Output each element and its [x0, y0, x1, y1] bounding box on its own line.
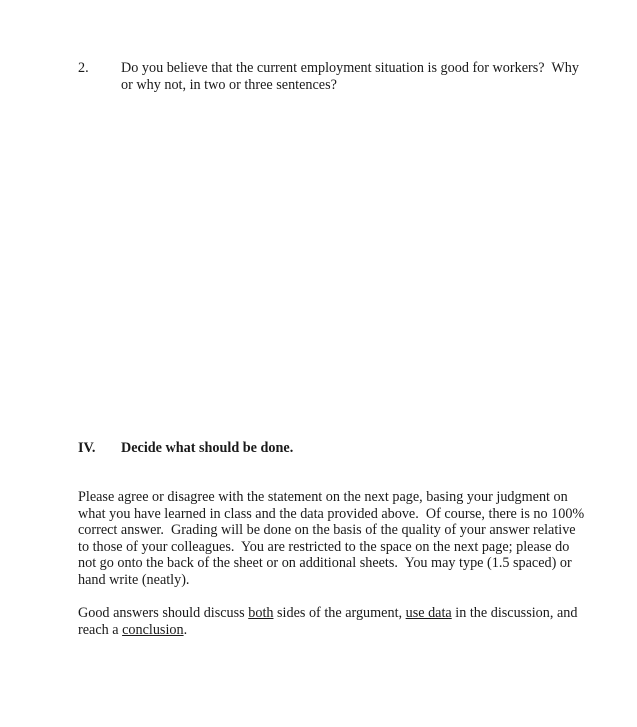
instructions-paragraph	[78, 489, 598, 589]
section-title: Decide what should be done.	[121, 440, 294, 456]
emphasis-use-data: use data	[405, 605, 452, 621]
guidance-text-b: sides of the argument,	[273, 605, 406, 621]
question-text-line-1: Do you believe that the current employment situation is good for workers? Why	[121, 60, 579, 76]
instructions-line-6: hand write (neatly).	[78, 571, 190, 588]
question-text	[121, 60, 601, 93]
instructions-line-3: correct answer. Grading will be done on the basis of the quality of your answer relative	[78, 522, 576, 539]
guidance-paragraph	[78, 605, 598, 638]
guidance-line-1	[78, 605, 598, 622]
instructions-line-4: to those of your colleagues. You are restricted to the space on the next page; please do	[78, 538, 570, 555]
section-numeral: IV.	[78, 440, 96, 456]
guidance-line-2	[78, 622, 598, 639]
instructions-line-1: Please agree or disagree with the statement on the next page, basing your judgment on	[78, 489, 568, 505]
question-text-line-2: or why not, in two or three sentences?	[121, 76, 337, 93]
guidance-text-d: reach a	[78, 621, 123, 638]
question-number: 2.	[78, 60, 89, 76]
instructions-line-5: not go onto the back of the sheet or on additional sheets. You may type (1.5 spaced) or	[78, 555, 572, 572]
guidance-text-e: .	[183, 621, 188, 638]
guidance-text-a: Good answers should discuss	[78, 605, 249, 621]
guidance-text-c: in the discussion, and	[451, 605, 578, 621]
emphasis-both: both	[248, 605, 274, 621]
instructions-line-2: what you have learned in class and the data provided above. Of course, there is no 100%	[78, 505, 585, 522]
emphasis-conclusion: conclusion	[122, 621, 184, 638]
